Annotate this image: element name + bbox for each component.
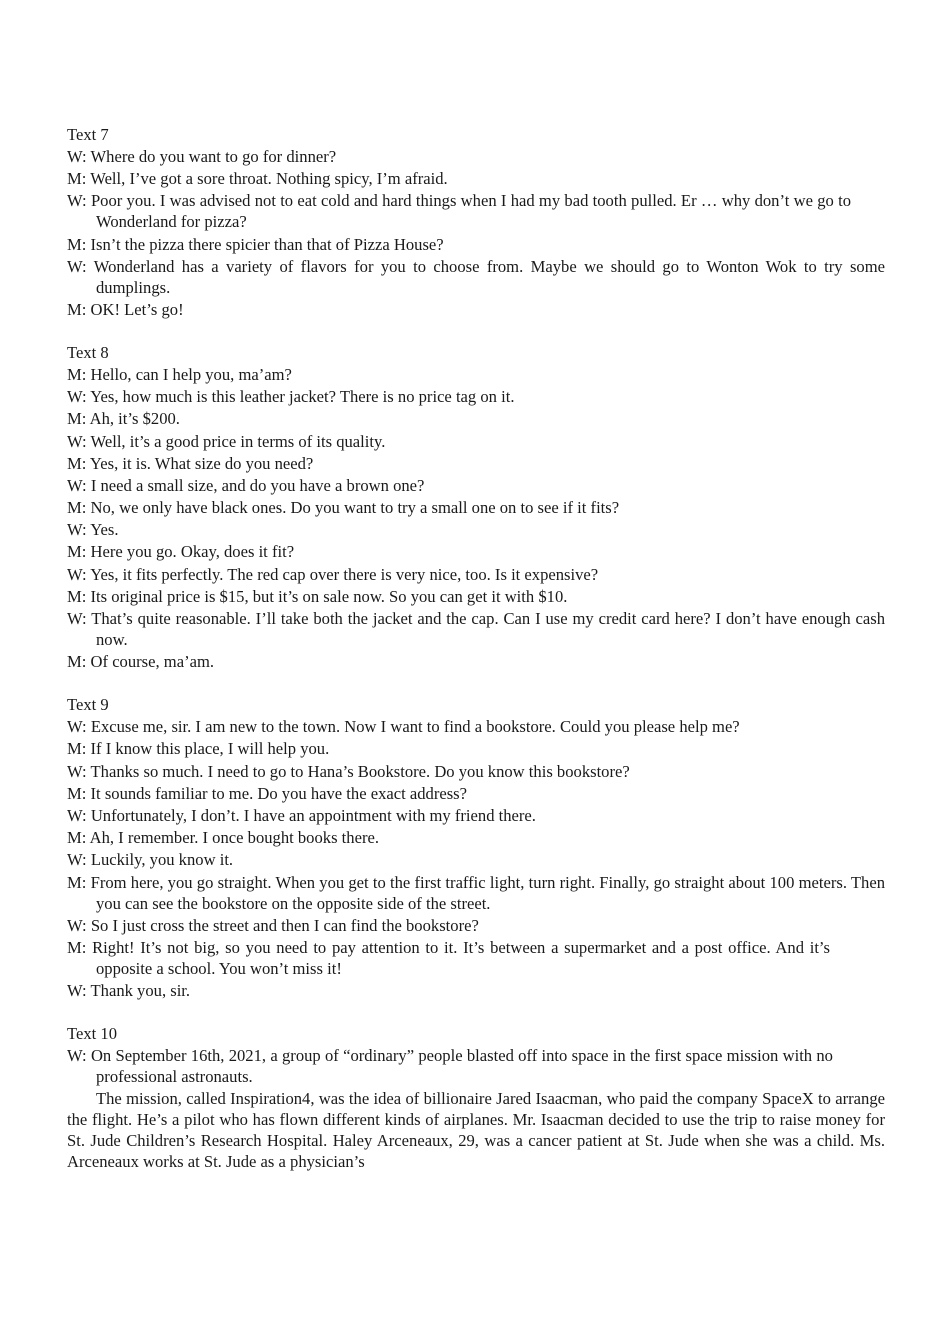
section-text-8 [67, 342, 885, 672]
dialogue-text: Where do you want to go for dinner? [90, 147, 337, 166]
speaker-label: M: [67, 234, 87, 254]
dialogue-line [67, 937, 885, 979]
speaker-label: W: [67, 915, 87, 935]
dialogue-text: Luckily, you know it. [90, 850, 234, 870]
dialogue-text: Yes, how much is this leather jacket? There is no price tag on it. [90, 387, 515, 407]
section-title: Text 8 [67, 342, 109, 362]
dialogue-text: Poor you. I was advised not to eat cold and hard things when I had my bad tooth pulled. Er … why don’t we go to Wonderland for pizza? [90, 191, 851, 232]
speaker-label: M: [67, 542, 87, 562]
section-text-7 [67, 124, 885, 320]
dialogue-line [67, 431, 885, 452]
speaker-label: W: [67, 981, 87, 1001]
dialogue-line [67, 408, 885, 429]
speaker-label: M: [67, 937, 87, 957]
dialogue-text: If I know this place, I will help you. [90, 739, 330, 759]
dialogue-text: So I just cross the street and then I can find the bookstore? [90, 915, 479, 935]
dialogue-line [67, 827, 885, 848]
speaker-label: M: [67, 586, 87, 606]
dialogue-text: Here you go. Okay, does it fit? [90, 542, 295, 562]
speaker-label: W: [67, 1046, 87, 1066]
speaker-label: M: [67, 409, 87, 429]
dialogue-line [67, 541, 885, 562]
dialogue-line [67, 586, 885, 607]
speaker-label: W: [67, 805, 87, 825]
dialogue-line [67, 849, 885, 870]
dialogue-line [67, 519, 885, 540]
dialogue-line [67, 805, 885, 826]
body-paragraph: The mission, called Inspiration4, was the idea of billionaire Jared Isaacman, who paid the company SpaceX to arrange the flight. He’s a pilot who has flown different kinds of airplanes. Mr. Isaacman decided to use the trip to raise money for St. Jude Children’s Research Hospital. Haley Arceneaux, 29, was a cancer patient at St. Jude when she was a child. Ms. Arceneaux works at St. Jude as a physician’s [67, 1089, 885, 1172]
dialogue-line [67, 168, 885, 189]
speaker-label: M: [67, 498, 87, 518]
dialogue-text: Well, it’s a good price in terms of its quality. [90, 431, 386, 451]
speaker-label: W: [67, 191, 87, 211]
document-page [67, 124, 885, 1194]
dialogue-line [67, 146, 885, 167]
speaker-label: W: [67, 717, 87, 737]
dialogue-line [67, 738, 885, 759]
speaker-label: W: [67, 387, 87, 407]
dialogue-line [67, 980, 885, 1001]
dialogue-line [67, 915, 885, 936]
section-title: Text 10 [67, 1024, 117, 1044]
dialogue-text: No, we only have black ones. Do you want to try a small one on to see if it fits? [90, 498, 620, 518]
speaker-label: W: [67, 475, 87, 495]
dialogue-text: Isn’t the pizza there spicier than that of Pizza House? [90, 234, 444, 254]
speaker-label: M: [67, 872, 87, 892]
dialogue-text: Thanks so much. I need to go to Hana’s Bookstore. Do you know this bookstore? [90, 761, 630, 781]
dialogue-line [67, 364, 885, 385]
speaker-label: W: [67, 850, 87, 870]
section-text-9 [67, 694, 885, 1001]
dialogue-line [67, 608, 885, 650]
dialogue-text: Yes, it fits perfectly. The red cap over there is very nice, too. Is it expensive? [90, 564, 599, 584]
dialogue-text: Of course, ma’am. [90, 652, 215, 672]
dialogue-text: On September 16th, 2021, a group of “ordinary” people blasted off into space in the first space mission with no professional astronauts. [90, 1046, 833, 1087]
section-text-10 [67, 1023, 885, 1172]
dialogue-text: OK! Let’s go! [90, 299, 184, 319]
speaker-label: M: [67, 652, 87, 672]
dialogue-text: Wonderland has a variety of flavors for you to choose from. Maybe we should go to Wonton Wok to try some dumplings. [93, 256, 885, 297]
dialogue-line [67, 651, 885, 672]
speaker-label: W: [67, 431, 87, 451]
dialogue-text: That’s quite reasonable. I’ll take both the jacket and the cap. Can I use my credit card here? I don’t have enough cash now. [91, 609, 885, 649]
speaker-label: M: [67, 453, 87, 473]
dialogue-line [67, 190, 885, 232]
dialogue-line [67, 716, 885, 737]
dialogue-text: Ah, I remember. I once bought books there. [89, 828, 379, 848]
dialogue-text: From here, you go straight. When you get to the first traffic light, turn right. Finally, go straight about 100 meters. Then you can see the bookstore on the opposite side of the street. [90, 872, 885, 913]
dialogue-line [67, 564, 885, 585]
section-title: Text 9 [67, 695, 109, 715]
speaker-label: M: [67, 828, 87, 848]
dialogue-line [67, 783, 885, 804]
dialogue-text: Yes. [90, 520, 119, 540]
speaker-label: W: [67, 256, 87, 276]
speaker-label: M: [67, 364, 87, 384]
dialogue-line [67, 234, 885, 255]
dialogue-line [67, 872, 885, 914]
dialogue-line [67, 497, 885, 518]
dialogue-text: It sounds familiar to me. Do you have the exact address? [90, 783, 468, 803]
dialogue-text: Thank you, sir. [90, 981, 191, 1001]
dialogue-line [67, 1045, 885, 1087]
dialogue-text: Well, I’ve got a sore throat. Nothing spicy, I’m afraid. [90, 169, 448, 189]
speaker-label: M: [67, 299, 87, 319]
dialogue-line [67, 299, 885, 320]
dialogue-text: Ah, it’s $200. [89, 409, 180, 429]
speaker-label: W: [67, 147, 87, 166]
section-title: Text 7 [67, 125, 109, 144]
speaker-label: W: [67, 520, 87, 540]
dialogue-line [67, 256, 885, 298]
dialogue-line [67, 453, 885, 474]
speaker-label: W: [67, 761, 87, 781]
dialogue-text: Hello, can I help you, ma’am? [90, 364, 292, 384]
dialogue-text: Its original price is $15, but it’s on sale now. So you can get it with $10. [90, 586, 568, 606]
dialogue-text: I need a small size, and do you have a brown one? [90, 475, 425, 495]
dialogue-text: Unfortunately, I don’t. I have an appointment with my friend there. [90, 805, 536, 825]
speaker-label: M: [67, 169, 87, 189]
dialogue-line [67, 386, 885, 407]
dialogue-text: Yes, it is. What size do you need? [89, 453, 314, 473]
dialogue-text: Right! It’s not big, so you need to pay attention to it. It’s between a supermarket and a post office. And it’s opposite a school. You won’t miss it! [92, 937, 831, 978]
dialogue-line [67, 475, 885, 496]
speaker-label: W: [67, 564, 87, 584]
speaker-label: M: [67, 783, 87, 803]
dialogue-line [67, 761, 885, 782]
dialogue-text: Excuse me, sir. I am new to the town. Now I want to find a bookstore. Could you please help me? [90, 717, 740, 737]
speaker-label: W: [67, 609, 87, 628]
speaker-label: M: [67, 739, 87, 759]
